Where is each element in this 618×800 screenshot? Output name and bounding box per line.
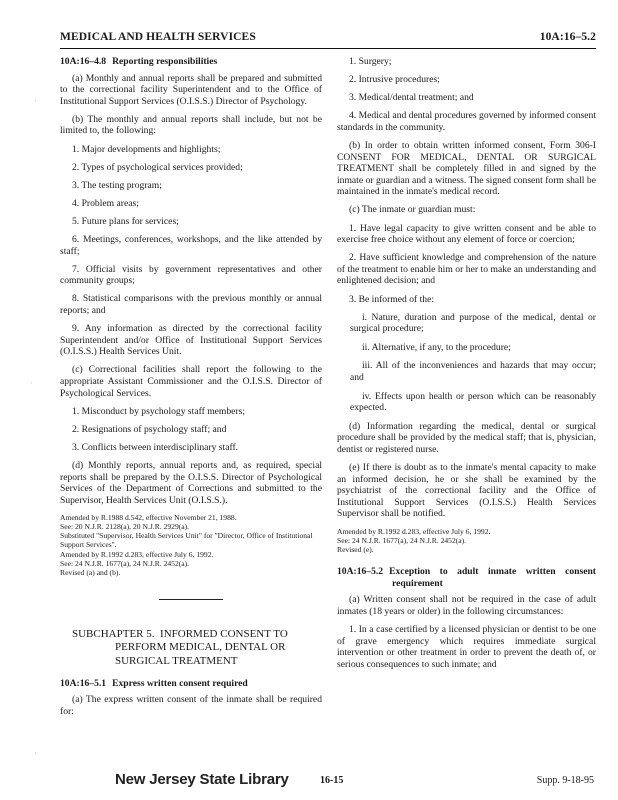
section-title: Express written consent required: [112, 677, 248, 689]
list-item: 4. Problem areas;: [72, 197, 139, 209]
paragraph-b: (b) The monthly and annual reports shall include, but not be limited to, the following:: [60, 113, 322, 137]
history-line: Revised (e).: [337, 544, 374, 554]
list-item: 2. Resignations of psychology staff; and: [72, 423, 227, 435]
header-section-code: 10A:16–5.2: [539, 31, 596, 43]
history-line: Amended by R.1992 d.283, effective July 6, 1992.: [337, 526, 491, 536]
history-note: [337, 527, 596, 555]
paragraph-e: (e) If there is doubt as to the inmate's mental capacity to make an informed decision, he or she shall be examined by the psychiatrist of the correctional facility and the Office of Institutional Support Services (O.I.S.S.) Health Services Supervisor shall be notified.: [337, 462, 596, 520]
list-item: 6. Meetings, conferences, workshops, and the like attended by staff;: [60, 234, 322, 257]
history-line: Amended by R.1992 d.283, effective July 6, 1992.: [60, 549, 214, 559]
sub-list-item: iii. All of the inconveniences and hazards that may occur; and: [350, 360, 596, 383]
list-item: 4. Medical and dental procedures governed by informed consent standards in the community.: [337, 110, 596, 133]
paragraph-a: (a) Written consent shall not be required in the case of adult inmates (18 years or older) in the following circumstances:: [337, 594, 596, 617]
section-heading-5-2: [337, 566, 596, 589]
header-title: MEDICAL AND HEALTH SERVICES: [60, 31, 256, 43]
paragraph-a: (a) Monthly and annual reports shall be prepared and submitted to the correctional facility Superintendent and to the Office of Institutional Support Services (O.I.S.S.) Director of Psychology.: [60, 72, 322, 107]
subchapter-number: SUBCHAPTER 5.: [72, 628, 155, 641]
supplement-date: Supp. 9-18-95: [536, 775, 594, 786]
list-item: 5. Future plans for services;: [72, 215, 179, 227]
list-item: 1. Surgery;: [349, 56, 392, 67]
section-divider: [159, 599, 223, 600]
left-column: [60, 56, 322, 724]
section-number: 10A:16–5.1: [60, 677, 107, 689]
page-footer: [0, 770, 618, 792]
history-line: Amended by R.1988 d.542, effective November 21, 1988.: [60, 512, 237, 522]
sub-list-item: i. Nature, duration and purpose of the medical, dental or surgical procedure;: [350, 311, 596, 335]
section-title: Reporting responsibilities: [112, 56, 218, 67]
paragraph-c: (c) The inmate or guardian must:: [349, 204, 476, 216]
margin-speck: ·: [30, 378, 33, 388]
sub-list-item: iv. Effects upon health or person which can be reasonably expected.: [350, 390, 596, 414]
list-item: 7. Official visits by government representatives and other community groups;: [60, 263, 322, 287]
list-item: 8. Statistical comparisons with the previous monthly or annual reports; and: [60, 293, 322, 316]
section-heading-4-8: [60, 56, 322, 68]
list-item: 2. Have sufficient knowledge and comprehension of the nature of the treatment to enable him or her to make an understanding and enlightened decision; and: [337, 252, 596, 287]
library-stamp: New Jersey State Library: [115, 771, 289, 788]
paragraph-a: (a) The express written consent of the inmate shall be required for:: [60, 694, 322, 718]
list-item: 1. Misconduct by psychology staff members;: [72, 405, 246, 417]
section-heading-5-1: [60, 678, 322, 690]
paragraph-c: (c) Correctional facilities shall report the following to the appropriate Assistant Commissioner and the O.I.S.S. Director of Psychological Services.: [60, 364, 322, 399]
paragraph-d: (d) Information regarding the medical, dental or surgical procedure shall be provided by the medical staff; that is, physician, dentist or registered nurse.: [337, 420, 596, 455]
history-line: See: 24 N.J.R. 1677(a), 24 N.J.R. 2452(a).: [337, 535, 467, 545]
list-item: 1. In a case certified by a licensed physician or dentist to be one of grave emergency which requires immediate surgical intervention or other treatment in order to prevent the death of, or serious consequences to such inmate; and: [337, 623, 596, 670]
history-line: Substituted "Supervisor, Health Services Unit" for "Director, Office of Institutional Support Services".: [60, 531, 313, 550]
section-number: 10A:16–4.8: [60, 56, 107, 67]
list-item: 2. Types of psychological services provided;: [72, 161, 243, 173]
list-item: 9. Any information as directed by the correctional facility Superintendent and/or Office of Institutional Support Services (O.I.S.S.) Health Services Unit.: [60, 323, 322, 358]
section-number: 10A:16–5.2: [337, 566, 384, 578]
list-item: 1. Have legal capacity to give written consent and be able to exercise free choice without any element of force or coercion;: [337, 222, 596, 246]
list-item: 3. Conflicts between interdisciplinary staff.: [72, 441, 239, 453]
sub-list-item: ii. Alternative, if any, to the procedure;: [362, 341, 511, 353]
page-number: 16-15: [320, 775, 344, 786]
section-title: Exception to adult inmate written consent requirement: [389, 566, 596, 589]
history-line: See: 20 N.J.R. 2128(a), 20 N.J.R. 2929(a).: [60, 522, 190, 532]
list-item: 3. Medical/dental treatment; and: [349, 92, 474, 104]
subchapter-heading: [72, 628, 322, 668]
list-item: 2. Intrusive procedures;: [349, 74, 440, 86]
history-line: Revised (a) and (b).: [60, 568, 121, 578]
list-item: 1. Major developments and highlights;: [72, 143, 221, 155]
right-column: [337, 56, 596, 677]
margin-speck: ·: [34, 748, 37, 758]
history-line: See: 24 N.J.R. 1677(a), 24 N.J.R. 2452(a).: [60, 558, 190, 568]
list-item: 3. The testing program;: [72, 179, 162, 191]
paragraph-d: (d) Monthly reports, annual reports and, as required, special reports shall be prepared by the O.I.S.S. Director of Psychological Services of the Department of Corrections and submitted to the Supervisor, Health Services Unit (O.I.S.S.).: [60, 459, 322, 506]
subchapter-title: INFORMED CONSENT TO PERFORM MEDICAL, DENTAL OR SURGICAL TREATMENT: [115, 628, 288, 667]
running-header: [60, 28, 596, 49]
paragraph-b: (b) In order to obtain written informed consent, Form 306-I CONSENT FOR MEDICAL, DENTAL OR SURGICAL TREATMENT shall be completely filled in and signed by the inmate or guardian and a witness. The signed consent form shall be maintained in the inmate's medical record.: [337, 139, 596, 198]
history-note: [60, 513, 322, 577]
margin-speck: ·: [34, 96, 37, 106]
list-item: 3. Be informed of the:: [349, 293, 434, 305]
